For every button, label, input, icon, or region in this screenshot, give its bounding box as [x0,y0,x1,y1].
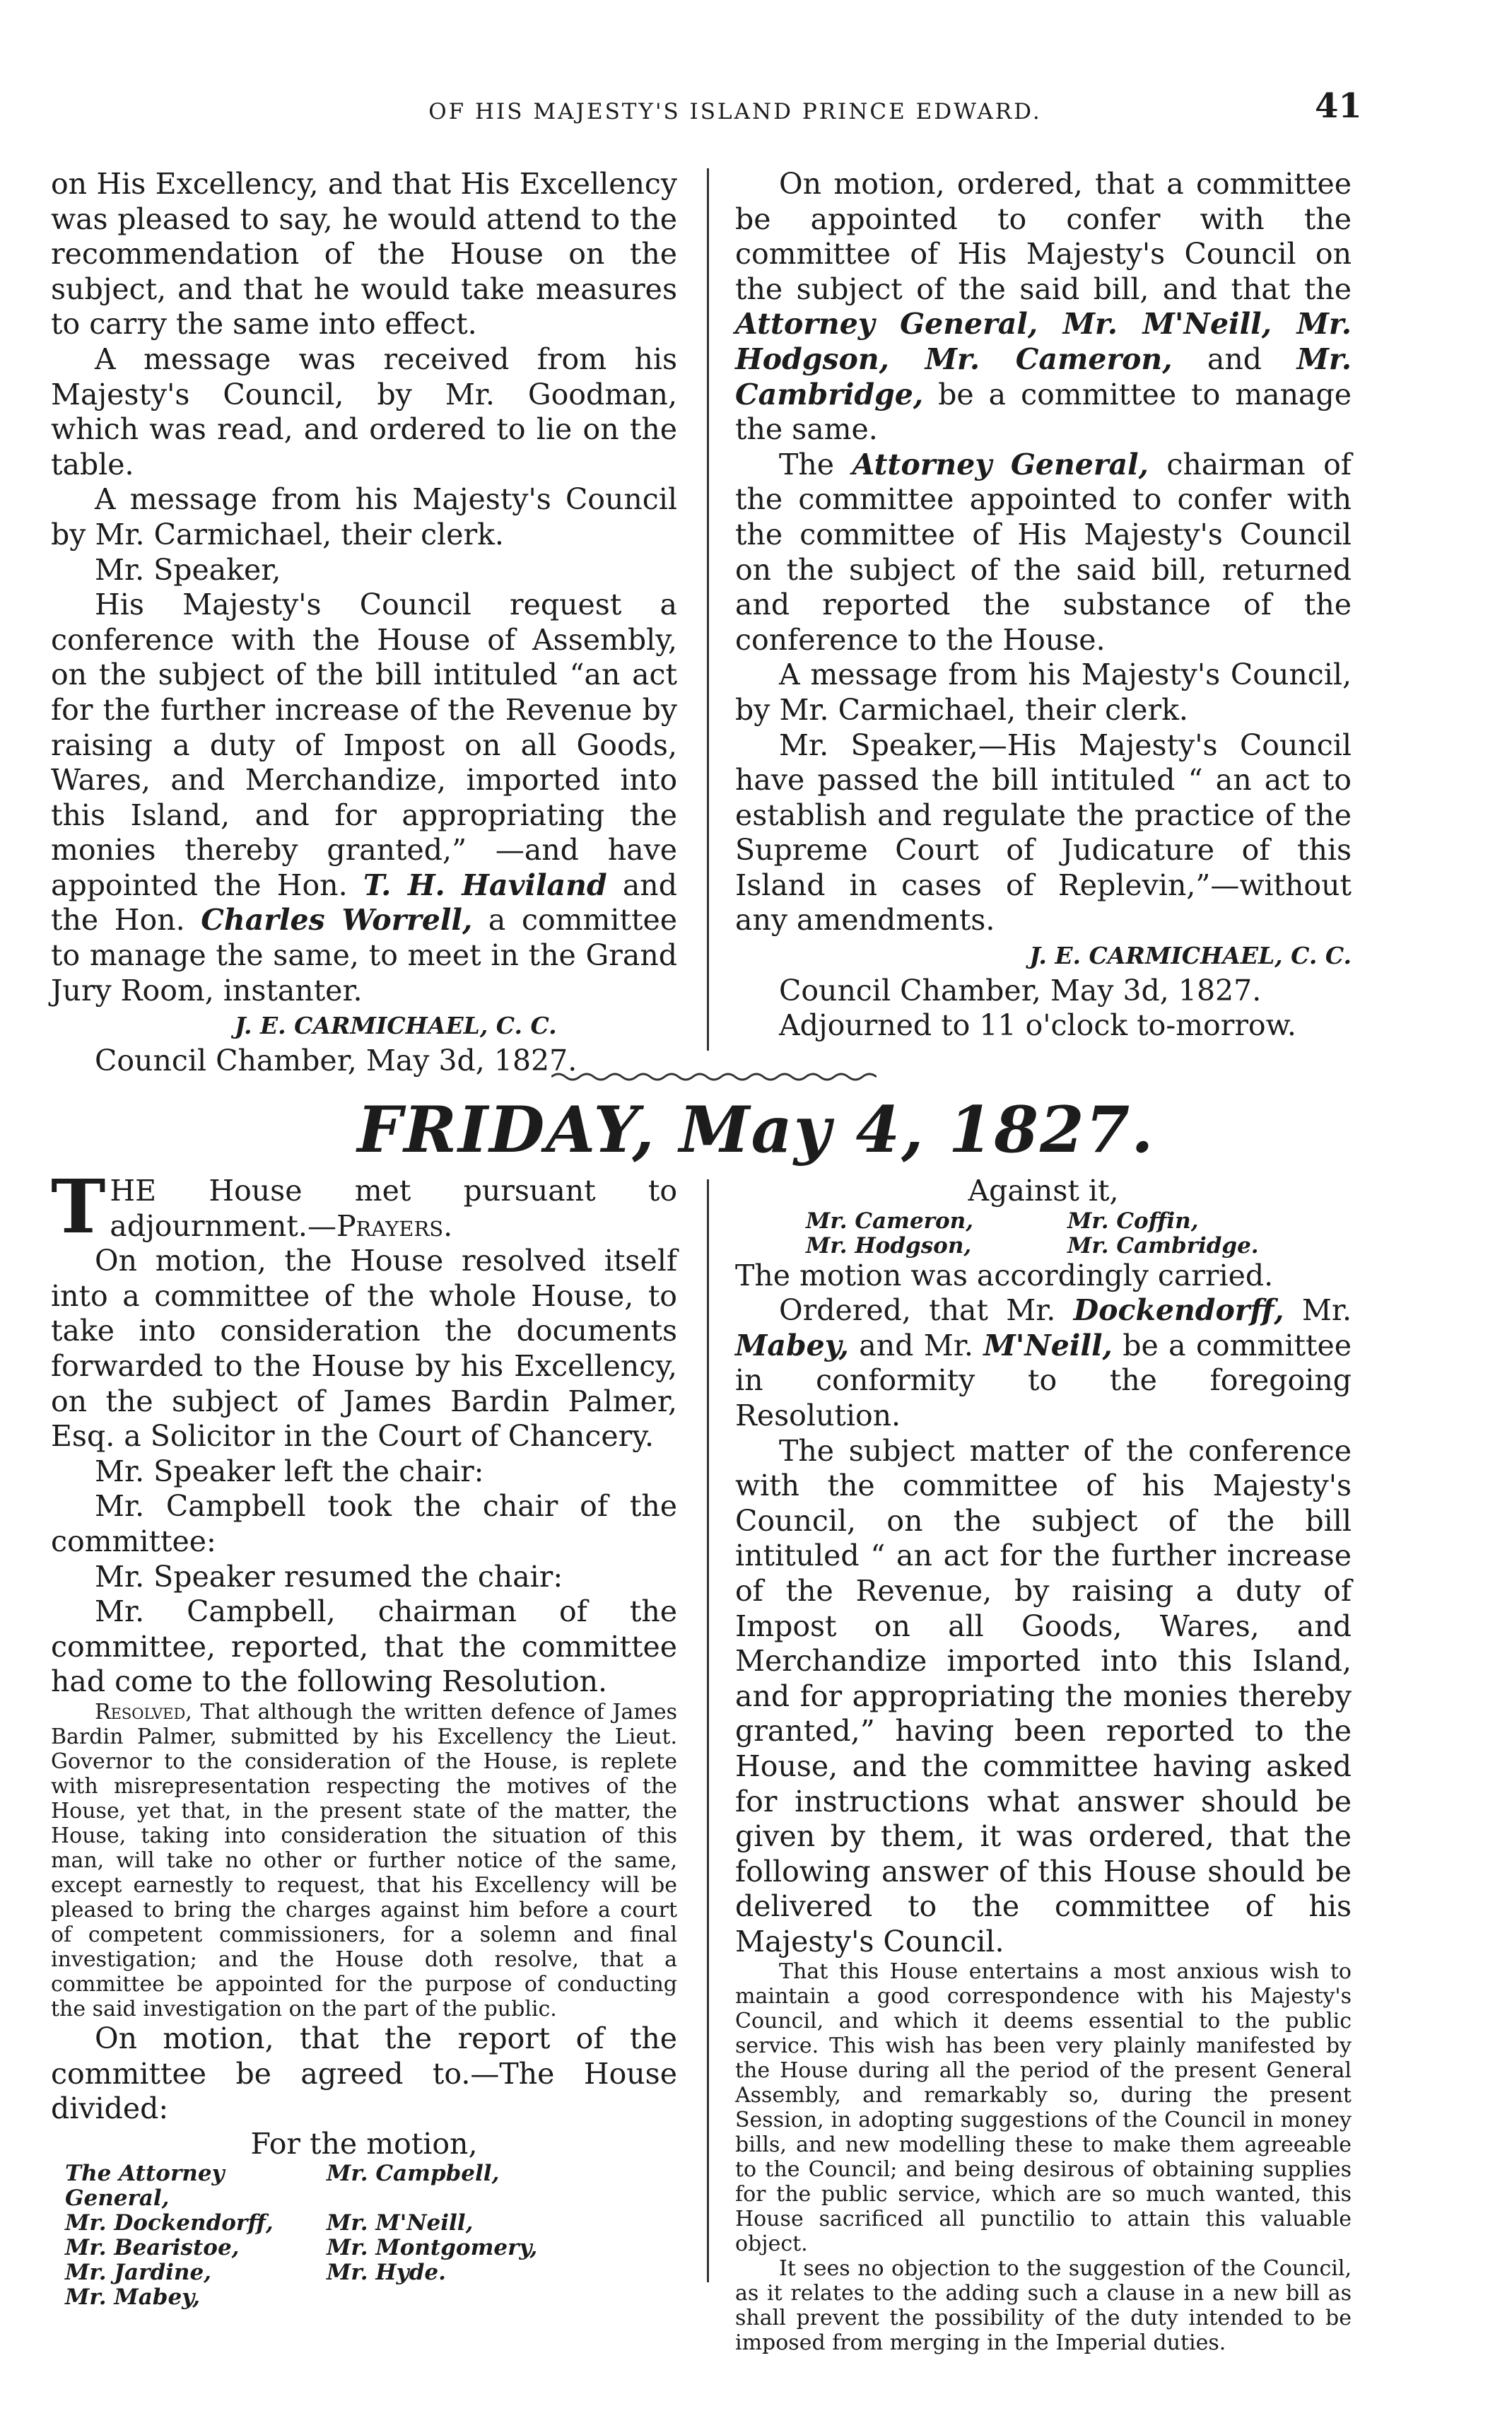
voter-name: Mr. Campbell, [327,2161,500,2187]
paragraph: Mr. Speaker left the chair: [95,1454,484,1488]
ornament-divider [551,1071,877,1082]
voter-name: Mr. Dockendorff, [65,2210,274,2236]
day-title: FRIDAY, May 4, 1827. [357,1092,1155,1167]
answer-paragraph: It sees no objection to the suggestion of the Council, as it relates to the adding such a clause in a new bill as shall prevent the possibility of the duty intended to be imposed from merging in the Imperial duties. [735,2256,1352,2356]
top-right-column [735,167,1352,1044]
voter-name: Mr. Coffin, [1067,1208,1199,1234]
paragraph: The subject matter of the conference with the committee of his Majesty's Council, on the subject of the bill intituled “ an act for the further increase of the Revenue, by raising a duty of Impost on all Goods, Wares, and Merchandize imported into this Island, and for appropriating the monies thereby granted,” having been reported to the House, and the committee having asked for instructions what answer should be given by them, it was ordered, that the following answer of this House should be delivered to the committee of his Majesty's Council. [735,1433,1352,1959]
bottom-right-column [735,1174,1352,2355]
paragraph: The Attorney General, chairman of the committee appointed to confer with the committee of His Majesty's Council on the subject of the said bill, returned and reported the substance of the conference to the House. [735,447,1352,657]
name: Attorney General, [852,447,1149,481]
voter-name: Mr. Cameron, [806,1208,974,1234]
paragraph: Mr. Speaker resumed the chair: [95,1559,563,1594]
name: Mr. Cambridge, [735,342,1352,412]
paragraph: A message was received from his Majesty's Council, by Mr. Goodman, which was read, and ordered to lie on the table. [51,342,677,481]
voter-name: Mr. Montgomery, [327,2235,538,2261]
paragraph: Mr. Speaker,—His Majesty's Council have passed the bill intituled “ an act to establish and regulate the practice of the Supreme Court of Judicature of this Island in cases of Replevin,”—without any amendments. [735,728,1352,938]
paragraph: Ordered, that Mr. Dockendorff, Mr. Mabey, and Mr. M'Neill, be a committee in conformity to the foregoing Resolution. [735,1293,1352,1432]
prayers-label: Prayers. [336,1208,453,1243]
signature: J. E. CARMICHAEL, C. C. [235,1012,557,1040]
voter-name: Mr. Jardine, [65,2260,211,2286]
running-head: OF HIS MAJESTY'S ISLAND PRINCE EDWARD. [428,99,1042,124]
paragraph: A message from his Majesty's Council by Mr. Carmichael, their clerk. [51,482,677,551]
bottom-left-column [51,1163,677,2311]
column-divider [707,1179,709,2282]
voter-name: Mr. Mabey, [65,2284,201,2311]
voter-name: Mr. Bearistoe, [65,2235,240,2261]
voter-name: Mr. Cambridge. [1067,1232,1259,1259]
paragraph: on His Excellency, and that His Excellency was pleased to say, he would attend to the recommendation of the House on the subject, and that he would take measures to carry the same into effect. [51,167,677,342]
paragraph: THE House met pursuant to adjournment.—Prayers. [51,1163,677,1250]
voter-name: Mr. Hyde. [327,2260,446,2286]
name: Charles Worrell, [201,903,473,938]
date-line: Council Chamber, May 3d, 1827. [95,1043,578,1078]
for-names-list [51,2161,574,2310]
paragraph: Mr. Campbell, chairman of the committee, reported, that the committee had come to the following Resolution. [51,1594,677,1699]
date-line: Council Chamber, May 3d, 1827. [779,973,1262,1008]
voter-name [327,2285,574,2310]
paragraph: Mr. Speaker, [95,552,281,587]
signature: J. E. CARMICHAEL, C. C. [1029,942,1352,970]
column-divider [707,168,709,1051]
paragraph: On motion, ordered, that a committee be appointed to confer with the committee of His Majesty's Council on the subject of the said bill, and that the Attorney General, Mr. M'Neill, Mr. Hodgson, Mr. Cameron, and Mr. Cambridge, be a committee to manage the same. [735,167,1352,447]
against-heading: Against it, [968,1174,1119,1208]
answer-paragraph: That this House entertains a most anxious wish to maintain a good correspondence with his Majesty's Council, and which it deems essential to the public service. This wish has been very plainly manifested by the House during all the period of the present General Assembly, and remarkably so, during the present Session, in adopting suggestions of the Council in money bills, and new modelling these to make them agreeable to the Council; and being desirous of obtaining supplies for the public service, which are so much wanted, this House sacrificed all punctilio to attain this valuable object. [735,1959,1352,2257]
voter-name: Mr. Hodgson, [806,1232,972,1259]
top-left-column [51,167,677,1078]
name: T. H. Haviland [363,868,607,902]
for-heading: For the motion, [250,2126,478,2161]
paragraph: A message from his Majesty's Council, by Mr. Carmichael, their clerk. [735,658,1352,727]
name: Mabey, [735,1328,849,1362]
drop-cap: T [51,1163,106,1250]
paragraph: On motion, that the report of the committee be agreed to.—The House divided: [51,2021,677,2126]
voter-name: Mr. M'Neill, [327,2210,474,2236]
voter-name: The Attorney General, [65,2161,225,2212]
paragraph: The motion was accordingly carried. [735,1258,1274,1292]
page-number: 41 [1315,86,1362,126]
name: Dockendorff, [1073,1293,1284,1328]
name: M'Neill, [983,1328,1113,1362]
resolution: Resolved, That although the written defence of James Bardin Palmer, submitted by his Excellency the Lieut. Governor to the consideration of the House, is replete with misrepresentation respecting the motives of the House, yet that, in the present state of the matter, the House, taking into consideration the situation of this man, will take no other or further notice of the same, except earnestly to request, that his Excellency will be pleased to bring the charges against him before a court of competent commissioners, for a solemn and final investigation; and the House doth resolve, that a committee be appointed for the purpose of conducting the said investigation on the part of the public. [51,1699,677,2021]
resolved-label: Resolved, [95,1699,192,1724]
adjournment-line: Adjourned to 11 o'clock to-morrow. [779,1008,1296,1043]
name: Attorney General, Mr. M'Neill, Mr. Hodgson, Mr. Cameron, [735,307,1352,376]
paragraph: On motion, the House resolved itself into a committee of the whole House, to take into consideration the documents forwarded to the House by his Excellency, on the subject of James Bardin Palmer, Esq. a Solicitor in the Court of Chancery. [51,1244,677,1454]
paragraph: Mr. Campbell took the chair of the committee: [51,1489,677,1558]
paragraph: His Majesty's Council request a conference with the House of Assembly, on the subject of the bill intituled “an act for the further increase of the Revenue by raising a duty of Impost on all Goods, Wares, and Merchandize, imported into this Island, and for appropriating the monies thereby granted,” —and have appointed the Hon. T. H. Haviland and the Hon. Charles Worrell, a committee to manage the same, to meet in the Grand Jury Room, instanter. [51,588,677,1008]
page-header [0,0,1512,141]
against-names-list [735,1209,1315,1259]
